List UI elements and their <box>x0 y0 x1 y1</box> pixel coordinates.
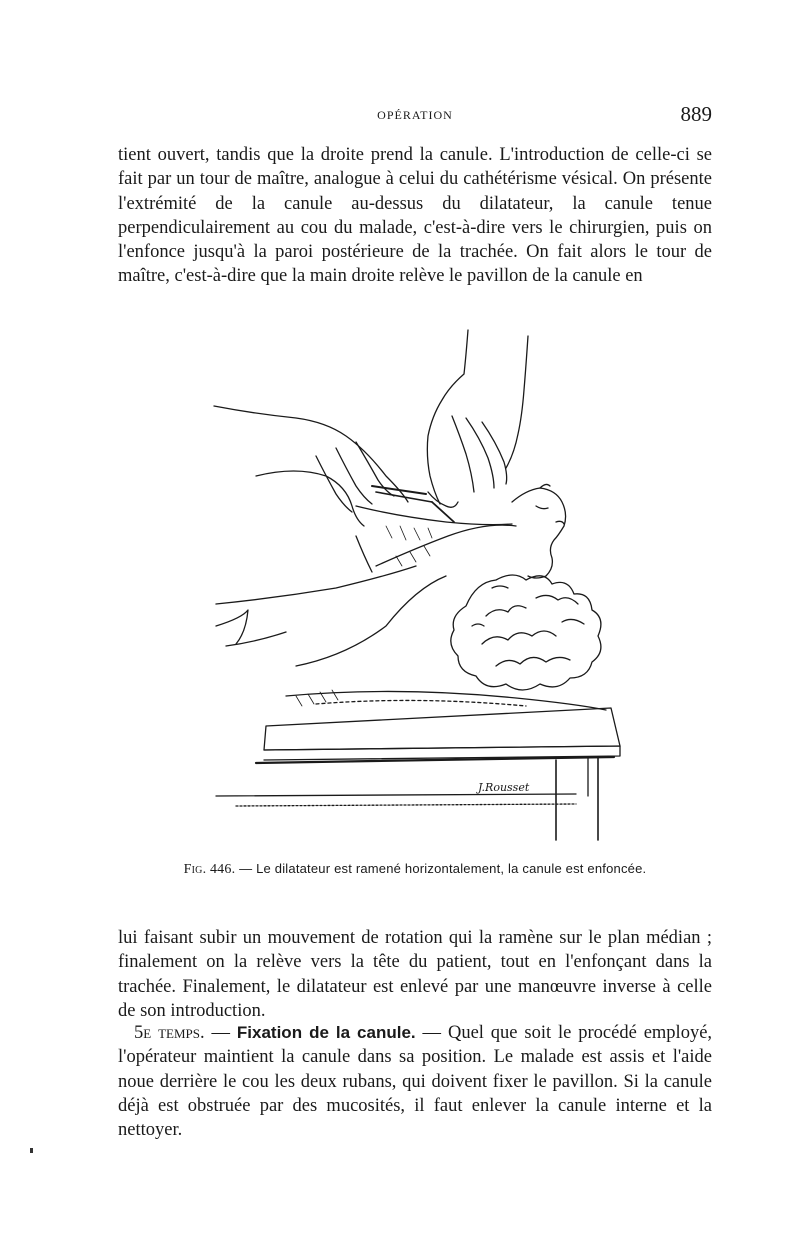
figure-caption-text: — Le dilatateur est ramené horizontalement, la canule est enfoncée. <box>235 861 647 876</box>
tracheotomy-engraving <box>196 326 636 846</box>
figure-label: Fig. 446. <box>183 862 236 877</box>
figure-caption <box>100 861 730 878</box>
page-header <box>118 104 712 130</box>
paragraph-step-5 <box>118 1021 712 1142</box>
dash: — <box>204 1023 237 1043</box>
dash: — <box>415 1023 448 1043</box>
ink-speck <box>30 1148 33 1153</box>
paragraph-top: tient ouvert, tandis que la droite prend la canule. L'introduction de celle-ci se fait par un tour de maître, analogue à celui du cathétérisme vésical. On présente l'extrémité de la canule au-dessus du dilatateur, la canule tenue perpendiculairement au cou du malade, c'est-à-dire vers le chirurgien, puis on l'enfonce jusqu'à la paroi postérieure de la trachée. On fait alors le tour de maître, c'est-à-dire que la main droite relève le pavillon de la canule en <box>118 145 712 287</box>
paragraph-middle: lui faisant subir un mouvement de rotation qui la ramène sur le plan médian ; finalement on la relève vers la tête du patient, tout en l'enfonçant dans la trachée. Finalement, le dilatateur est enlevé par une manœuvre inverse à celle de son introduction. <box>118 928 712 1021</box>
page-number: 889 <box>680 102 712 126</box>
illustration <box>196 326 636 846</box>
running-head: OPÉRATION <box>377 108 453 122</box>
step-title: Fixation de la canule. <box>236 1023 416 1042</box>
step-body: Quel que soit le procédé employé, l'opérateur maintient la canule dans sa position. Le malade est assis et l'aide noue derrière le cou les deux rubans, qui doivent fixer le pavillon. Si la canule déjà est obstruée par des mucosités, il faut enlever la canule interne et la nettoyer. <box>118 1023 713 1141</box>
artist-signature: J.Rousset <box>478 781 530 794</box>
step-label: 5e temps. <box>134 1023 205 1043</box>
